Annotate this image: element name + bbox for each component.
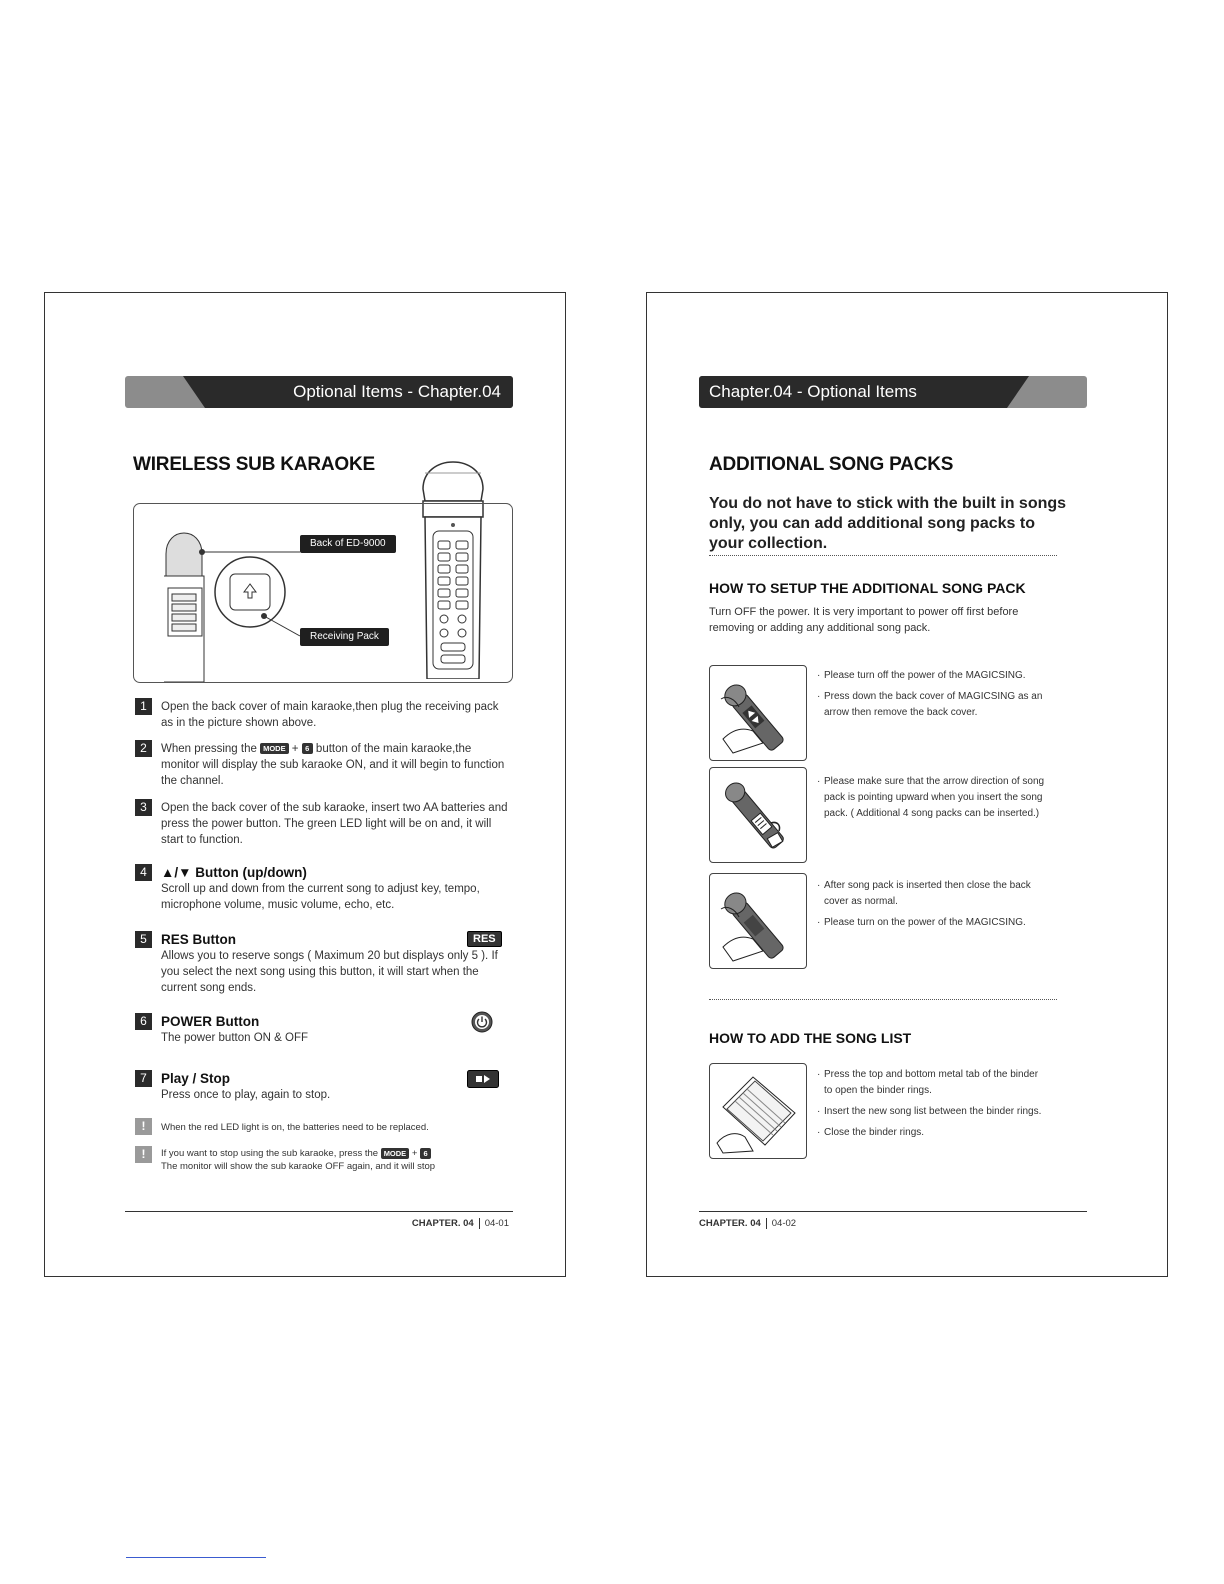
intro-text: You do not have to stick with the built in songs only, you can add additional song packs to your collection. [709,495,1067,552]
left-page [44,292,566,1277]
chapter-banner [699,376,1087,408]
banner-title: Optional Items - Chapter.04 [293,382,501,401]
footer-chapter: CHAPTER. 04 [699,1218,761,1230]
power-icon [471,1011,493,1033]
page-title: WIRELESS SUB KARAOKE [133,454,375,475]
remove-cover-image [709,665,807,761]
step-title: ▲/▼ Button (up/down) [161,865,307,880]
footer-rule [125,1211,513,1212]
binder-image [709,1063,807,1159]
step-text: When pressing the MODE + 6 button of the main karaoke,the monitor will display the sub karaoke ON, and it will begin to function the channel. [161,743,505,787]
chapter-banner [125,376,513,408]
right-page [646,292,1168,1277]
bullet: · After song pack is inserted then close the back cover as normal. [817,878,1047,910]
footer [412,1218,509,1229]
step-text: Allows you to reserve songs ( Maximum 20 but displays only 5 ). If you select the next song using this button, it will start when the current song ends. [161,950,498,994]
warning-text: When the red LED light is on, the batteries need to be replaced. [161,1122,429,1133]
step-text: Open the back cover of main karaoke,then plug the receiving pack as in the picture shown above. [161,701,499,729]
six-key-icon: 6 [420,1148,431,1159]
mode-key-icon: MODE [381,1148,410,1159]
dotted-divider [709,999,1057,1000]
step-title: POWER Button [161,1014,260,1029]
mode-key-icon: MODE [260,743,289,754]
warning-text: If you want to stop using the sub karaoke, press the MODE + 6 The monitor will show the sub karaoke OFF again, and it will stop [161,1148,436,1172]
step-number: 4 [135,864,152,881]
footer [699,1218,796,1229]
step-number: 6 [135,1013,152,1030]
step-body [161,1070,511,1103]
warning-icon: ! [135,1118,152,1135]
banner-title: Chapter.04 - Optional Items [709,382,917,401]
step-number: 5 [135,931,152,948]
setup-title: HOW TO SETUP THE ADDITIONAL SONG PACK [709,580,1026,596]
step-body [161,931,511,996]
close-cover-image [709,873,807,969]
page-title: ADDITIONAL SONG PACKS [709,454,954,475]
dotted-divider [709,555,1057,556]
bullet: · Press down the back cover of MAGICSING as an arrow then remove the back cover. [817,689,1047,721]
setup-text: Turn OFF the power. It is very important to power off first before removing or adding any additional song pack. [709,606,1019,634]
footer-page: 04-02 [771,1218,797,1230]
label-back: Back of ED-9000 [300,535,396,553]
bullet: · Please turn off the power of the MAGICSING. [817,668,1047,684]
setup-bullets-2 [817,774,1047,822]
bullet: · Press the top and bottom metal tab of the binder to open the binder rings. [817,1067,1047,1099]
step-text: Press once to play, again to stop. [161,1089,331,1101]
songlist-title: HOW TO ADD THE SONG LIST [709,1030,912,1046]
setup-bullets-1 [817,668,1047,721]
bullet: · Please turn on the power of the MAGICSING. [817,915,1047,931]
footer-rule [699,1211,1087,1212]
warning-icon: ! [135,1146,152,1163]
step-number: 3 [135,799,152,816]
six-key-icon: 6 [302,743,313,754]
receiving-pack-illustration [133,503,513,683]
step-title: RES Button [161,932,236,947]
step-text: Scroll up and down from the current song to adjust key, tempo, microphone volume, music volume, echo, etc. [161,883,480,911]
step-text: The power button ON & OFF [161,1032,309,1044]
step-number: 2 [135,740,152,757]
step-title: Play / Stop [161,1071,231,1086]
sub-karaoke-drawing [134,504,512,682]
bullet: · Insert the new song list between the binder rings. [817,1104,1047,1120]
res-button-icon: RES [467,931,502,947]
songlist-bullets [817,1067,1047,1141]
play-stop-icon [467,1070,499,1088]
step-number: 7 [135,1070,152,1087]
bottom-link-underline [126,1557,266,1558]
footer-chapter: CHAPTER. 04 [411,1218,474,1230]
label-receiving: Receiving Pack [300,628,389,646]
footer-page: 04-01 [484,1218,509,1230]
step-text: Open the back cover of the sub karaoke, insert two AA batteries and press the power button. The green LED light will be on and, it will start to function. [161,802,508,846]
step-body [161,864,511,913]
step-number: 1 [135,698,152,715]
insert-pack-image [709,767,807,863]
bullet: · Close the binder rings. [817,1125,1047,1141]
bullet: · Please make sure that the arrow direction of song pack is pointing upward when you insert the song pack. ( Additional 4 song packs can be inserted.) [817,774,1047,822]
setup-bullets-3 [817,878,1047,931]
step-body [161,1013,511,1046]
